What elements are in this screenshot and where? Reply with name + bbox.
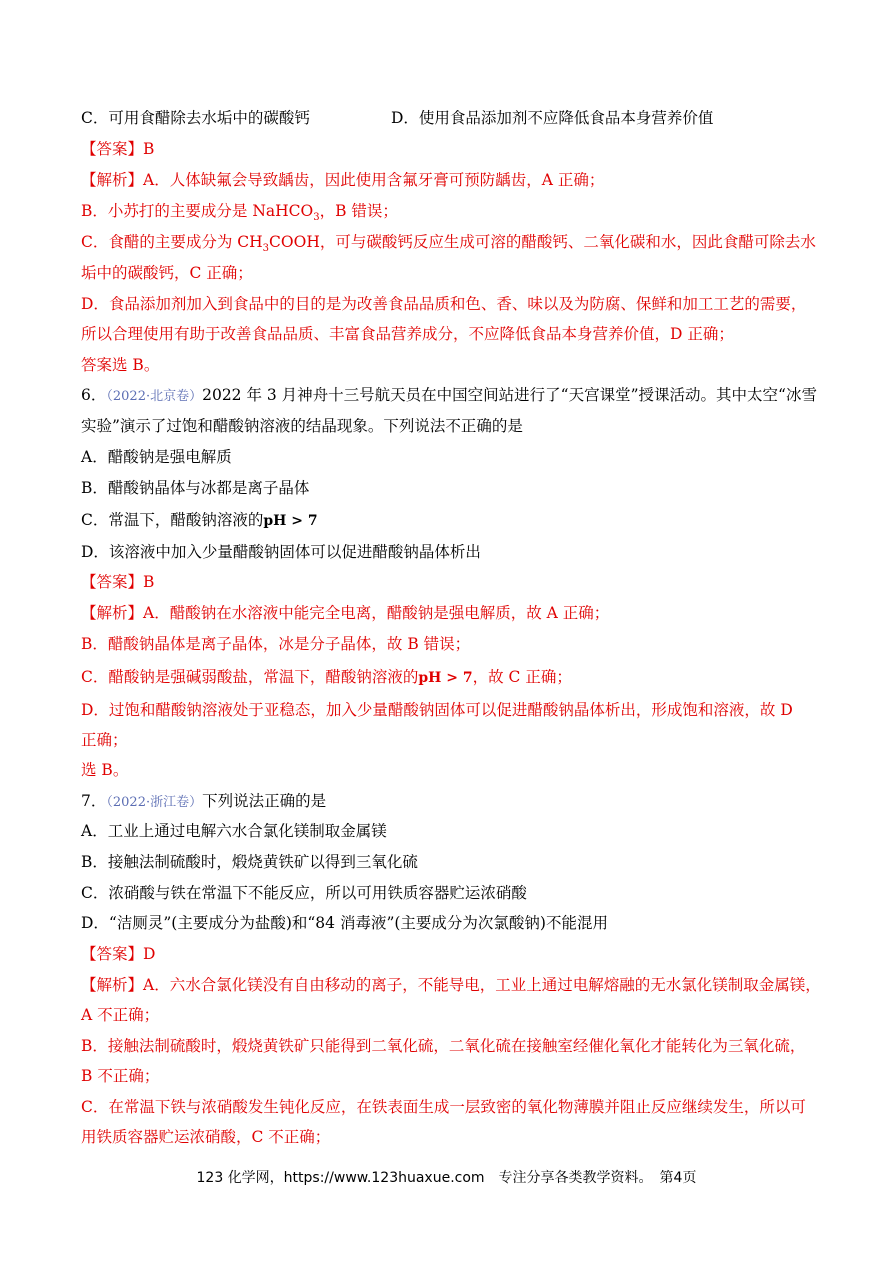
q5-option-c: C．可用食醋除去水垢中的碳酸钙 — [81, 109, 310, 127]
q6-conclusion: 选 B。 — [81, 761, 129, 779]
q6-analysis-d1: D．过饱和醋酸钠溶液处于亚稳态，加入少量醋酸钠固体可以促进醋酸钠晶体析出，形成饱和溶液，故 D — [81, 701, 793, 719]
q6-option-a: A．醋酸钠是强电解质 — [81, 448, 232, 466]
q5-analysis-d1: D．食品添加剂加入到食品中的目的是为改善食品品质和色、香、味以及为防腐、保鲜和加工工艺的需要， — [81, 295, 807, 313]
q7-number: 7． — [81, 792, 107, 810]
q6-stem-line1 — [81, 385, 821, 407]
q6-option-d: D．该溶液中加入少量醋酸钠固体可以促进醋酸钠晶体析出 — [81, 543, 481, 561]
q6-analysis-a: 【解析】A．醋酸钠在水溶液中能完全电离，醋酸钠是强电解质，故 A 正确； — [81, 604, 610, 622]
q5-analysis-c — [81, 232, 821, 255]
q5-conclusion: 答案选 B。 — [81, 356, 160, 374]
q6-stem-text: 2022 年 3 月神舟十三号航天员在中国空间站进行了“天宫课堂”授课活动。其中太空“冰雪 — [202, 386, 817, 404]
q6-analysis-c-text: C．醋酸钠是强碱弱酸盐，常温下，醋酸钠溶液的 — [81, 668, 419, 686]
q5-answer: 【答案】B — [81, 140, 155, 158]
q6-analysis-b: B．醋酸钠晶体是离子晶体，冰是分子晶体，故 B 错误； — [81, 635, 471, 653]
q6-answer: 【答案】B — [81, 573, 155, 591]
q7-analysis-b2: B 不正确； — [81, 1067, 160, 1085]
q6-option-c — [81, 510, 821, 531]
q6-analysis-c-tail: ，故 C 正确； — [472, 668, 572, 686]
q6-analysis-d2: 正确； — [81, 731, 128, 749]
q6-number: 6． — [81, 386, 107, 404]
q5-analysis-c-tail: COOH，可与碳酸钙反应生成可溶的醋酸钙、二氧化碳和水，因此食醋可除去水 — [269, 233, 816, 251]
q7-option-b: B．接触法制硫酸时，煅烧黄铁矿以得到三氧化硫 — [81, 853, 418, 871]
q6-analysis-c — [81, 667, 821, 688]
page-footer: 123 化学网，https://www.123huaxue.com 专注分享各类教学资料。 第4页 — [196, 1170, 697, 1186]
q7-analysis-c1: C．在常温下铁与浓硝酸发生钝化反应，在铁表面生成一层致密的氧化物薄膜并阻止反应继续发生，所以可 — [81, 1098, 806, 1116]
q5-analysis-c-cont: 垢中的碳酸钙，C 正确； — [81, 264, 253, 282]
q6-stem-line2: 实验”演示了过饱和醋酸钠溶液的结晶现象。下列说法不正确的是 — [81, 417, 523, 435]
q7-analysis-a1: 【解析】A．六水合氯化镁没有自由移动的离子，不能导电，工业上通过电解熔融的无水氯化镁制取金属镁， — [81, 976, 821, 994]
q6-option-b: B．醋酸钠晶体与冰都是离子晶体 — [81, 479, 310, 497]
q7-option-d: D．“洁厕灵”(主要成分为盐酸)和“84 消毒液”(主要成分为次氯酸钠)不能混用 — [81, 914, 608, 932]
q7-analysis-b1: B．接触法制硫酸时，煅烧黄铁矿只能得到二氧化硫，二氧化硫在接触室经催化氧化才能转化为三氧化硫， — [81, 1037, 806, 1055]
q5-analysis-b — [81, 201, 821, 224]
q5-analysis-b-tail: ，B 错误； — [319, 202, 398, 220]
q5-analysis-c-subscript: 3 — [262, 243, 270, 255]
q6-option-c-text: C．常温下，醋酸钠溶液的 — [81, 511, 264, 529]
q7-answer: 【答案】D — [81, 945, 156, 963]
q5-option-row — [81, 108, 821, 128]
q5-analysis-b-text: B．小苏打的主要成分是 NaHCO — [81, 202, 314, 220]
q7-option-a: A．工业上通过电解六水合氯化镁制取金属镁 — [81, 822, 387, 840]
q5-analysis-c-text: C．食醋的主要成分为 CH — [81, 233, 263, 251]
q7-stem-text: 下列说法正确的是 — [202, 792, 327, 810]
q6-source: （2022·北京卷） — [106, 389, 203, 404]
q5-analysis-d2: 所以合理使用有助于改善食品品质、丰富食品营养成分，不应降低食品本身营养价值，D 正确； — [81, 325, 734, 343]
q7-source: （2022·浙江卷） — [106, 795, 203, 810]
q7-option-c: C．浓硝酸与铁在常温下不能反应，所以可用铁质容器贮运浓硝酸 — [81, 884, 527, 902]
q7-stem — [81, 791, 821, 813]
q5-analysis-b-subscript: 3 — [313, 212, 320, 224]
q5-option-d: D．使用食品添加剂不应降低食品本身营养价值 — [391, 109, 714, 127]
q7-analysis-a2: A 不正确； — [81, 1006, 160, 1024]
q6-analysis-c-formula: pH > 7 — [418, 670, 473, 686]
q7-analysis-c2: 用铁质容器贮运浓硝酸，C 不正确； — [81, 1128, 331, 1146]
q6-option-c-formula: pH > 7 — [263, 513, 318, 529]
q5-analysis-a: 【解析】A．人体缺氟会导致龋齿，因此使用含氟牙膏可预防龋齿，A 正确； — [81, 171, 605, 189]
